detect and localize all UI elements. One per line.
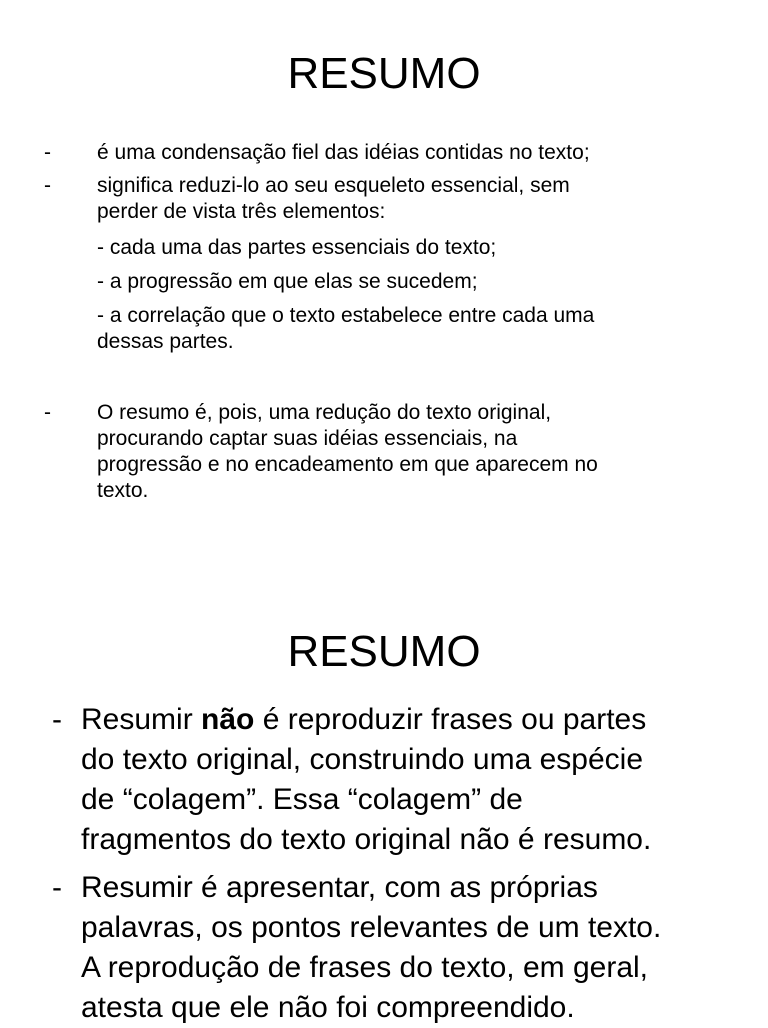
bullet-marker: - bbox=[44, 401, 51, 424]
bullet-rest: é reproduzir frases ou partes do texto original, construindo uma espécie de “colagem”. Essa “colagem” de fragmentos do texto original não é resumo. bbox=[81, 703, 652, 856]
slide-1-title: RESUMO bbox=[287, 49, 481, 98]
sub-item: - a correlação que o texto estabelece entre cada uma dessas partes. bbox=[97, 304, 595, 353]
slide-2 bbox=[0, 560, 768, 1024]
bullet-marker: - bbox=[44, 174, 51, 197]
sub-item: - cada uma das partes essenciais do texto; bbox=[97, 236, 497, 259]
bullet-emphasis: não bbox=[201, 703, 255, 736]
bullet-text: O resumo é, pois, uma redução do texto original, procurando captar suas idéias essenciais, na progressão e no encadeamento em que aparecem no texto. bbox=[97, 401, 598, 502]
slide-2-title: RESUMO bbox=[287, 627, 481, 676]
bullet-text: significa reduzi-lo ao seu esqueleto essencial, sem perder de vista três elementos: bbox=[97, 174, 570, 223]
bullet-text: Resumir é apresentar, com as próprias palavras, os pontos relevantes de um texto. A reprodução de frases do texto, em geral, atesta que ele não foi compreendido. bbox=[81, 871, 662, 1024]
bullet-prefix: Resumir bbox=[81, 703, 202, 736]
bullet-text bbox=[81, 700, 751, 860]
sub-item: - a progressão em que elas se sucedem; bbox=[97, 270, 478, 293]
bullet-text: é uma condensação fiel das idéias contidas no texto; bbox=[97, 141, 590, 164]
bullet-marker: - bbox=[44, 141, 51, 164]
bullet-marker: - bbox=[52, 703, 62, 736]
bullet-marker: - bbox=[52, 871, 62, 904]
